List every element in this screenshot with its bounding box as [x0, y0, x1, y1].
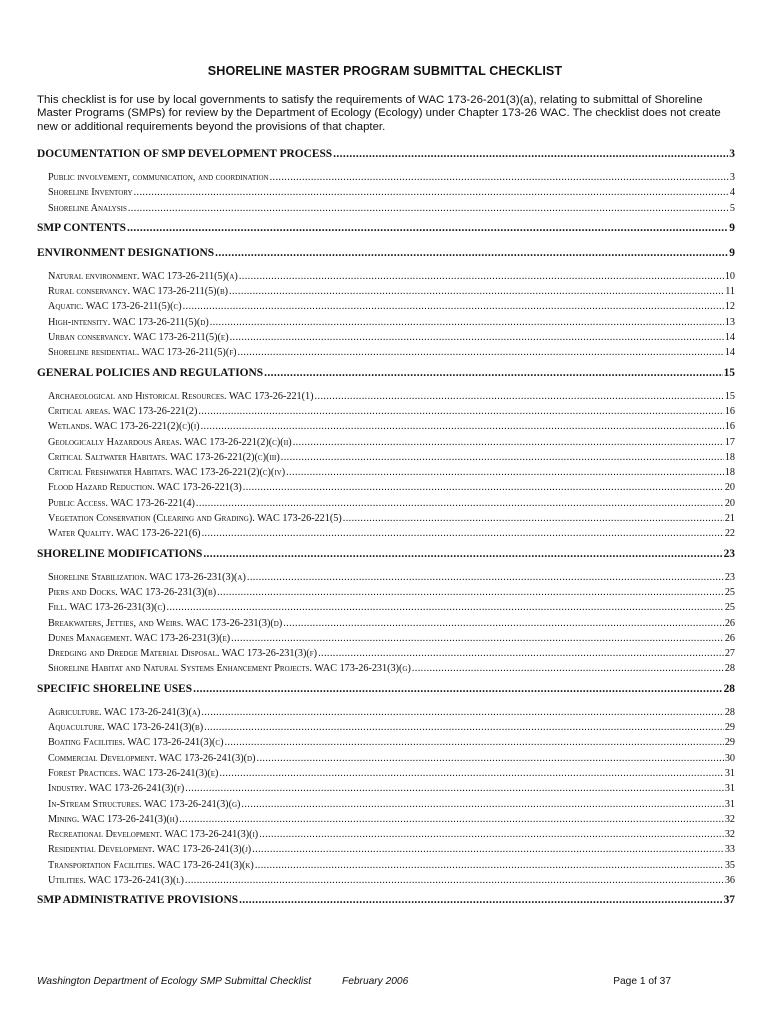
toc-entry[interactable] — [37, 421, 735, 436]
toc-entry[interactable] — [37, 482, 735, 497]
toc-page-number: 16 — [724, 405, 735, 417]
toc-page-number: 32 — [724, 829, 735, 841]
toc-dot-leader — [412, 663, 724, 674]
toc-page-number: 32 — [724, 813, 735, 825]
toc-entry[interactable] — [37, 498, 735, 513]
toc-page-number: 29 — [724, 737, 735, 749]
toc-page-number: 5 — [729, 202, 735, 214]
toc-section-heading[interactable] — [37, 222, 735, 239]
toc-page-number: 31 — [724, 783, 735, 795]
toc-dot-leader — [134, 187, 729, 198]
toc-section-heading[interactable] — [37, 247, 735, 264]
toc-dot-leader — [202, 528, 724, 539]
toc-page-number: 9 — [729, 221, 735, 234]
toc-dot-leader — [333, 148, 728, 160]
toc-page-number: 18 — [724, 451, 735, 463]
toc-entry-label: ENVIRONMENT DESIGNATIONS — [37, 246, 215, 259]
toc-page-number: 4 — [729, 187, 735, 199]
toc-entry[interactable] — [37, 860, 735, 875]
toc-dot-leader — [243, 482, 724, 493]
toc-dot-leader — [167, 602, 724, 613]
toc-dot-leader — [283, 618, 724, 629]
toc-entry[interactable] — [37, 317, 735, 332]
toc-dot-leader — [238, 347, 724, 358]
toc-dot-leader — [179, 814, 724, 825]
toc-entry[interactable] — [37, 572, 735, 587]
toc-entry-label: Vegetation Conservation (Clearing and Grading). WAC 173-26-221(5) — [48, 513, 342, 525]
toc-page-number: 15 — [723, 366, 735, 379]
page-footer — [37, 976, 737, 990]
toc-page-number: 36 — [724, 874, 735, 886]
toc-entry[interactable] — [37, 707, 735, 722]
toc-entry-label: Shoreline Habitat and Natural Systems Enhancement Projects. WAC 173-26-231(3)(g) — [48, 663, 411, 675]
toc-entry-label: Aquaculture. WAC 173-26-241(3)(b) — [48, 722, 204, 734]
toc-entry[interactable] — [37, 391, 735, 406]
toc-entry-label: Aquatic. WAC 173-26-211(5)(c) — [48, 301, 182, 313]
toc-page-number: 10 — [724, 270, 735, 282]
toc-page-number: 11 — [725, 286, 735, 298]
toc-page-number: 26 — [724, 617, 735, 629]
toc-page-number: 18 — [724, 467, 735, 479]
toc-entry[interactable] — [37, 602, 735, 617]
toc-entry-label: SMP CONTENTS — [37, 221, 126, 234]
toc-entry-label: Shoreline Analysis — [48, 202, 127, 214]
toc-dot-leader — [127, 222, 728, 234]
toc-entry-label: Archaeological and Historical Resources. WAC 173-26-221(1) — [48, 390, 314, 402]
toc-dot-leader — [219, 768, 723, 779]
toc-entry-label: SPECIFIC SHORELINE USES — [37, 682, 193, 695]
toc-page-number: 30 — [724, 752, 735, 764]
table-of-contents — [37, 148, 735, 911]
toc-dot-leader — [201, 421, 724, 432]
toc-entry-label: Dredging and Dredge Material Disposal. WAC 173-26-231(3)(f) — [48, 648, 318, 660]
toc-entry-label: Utilities. WAC 173-26-241(3)(l) — [48, 874, 184, 886]
toc-page-number: 33 — [724, 844, 735, 856]
toc-entry[interactable] — [37, 172, 735, 187]
toc-dot-leader — [198, 406, 723, 417]
toc-dot-leader — [315, 391, 724, 402]
toc-page-number: 16 — [724, 421, 735, 433]
toc-dot-leader — [183, 301, 724, 312]
footer-date: February 2006 — [342, 976, 409, 987]
toc-entry-label: Breakwaters, Jetties, and Weirs. WAC 173-26-231(3)(d) — [48, 617, 283, 629]
toc-entry-label: SHORELINE MODIFICATIONS — [37, 547, 203, 560]
toc-entry[interactable] — [37, 406, 735, 421]
toc-entry[interactable] — [37, 467, 735, 482]
toc-entry-label: Boating Facilities. WAC 173-26-241(3)(c) — [48, 737, 224, 749]
toc-entry-label: GENERAL POLICIES AND REGULATIONS — [37, 366, 264, 379]
toc-page-number: 14 — [724, 332, 735, 344]
toc-entry[interactable] — [37, 875, 735, 890]
toc-entry[interactable] — [37, 271, 735, 286]
toc-entry-label: Industry. WAC 173-26-241(3)(f) — [48, 783, 185, 795]
toc-entry[interactable] — [37, 587, 735, 602]
toc-dot-leader — [185, 783, 724, 794]
toc-page-number: 26 — [724, 632, 735, 644]
toc-entry-label: Critical Saltwater Habitats. WAC 173-26-221(2)(c)(iii) — [48, 451, 280, 463]
toc-dot-leader — [318, 648, 724, 659]
footer-document-name: Washington Department of Ecology SMP Submittal Checklist — [37, 976, 312, 987]
toc-entry-label: Fill. WAC 173-26-231(3)(c) — [48, 602, 166, 614]
toc-page-number: 14 — [724, 347, 735, 359]
toc-entry-label: Geologically Hazardous Areas. WAC 173-26-221(2)(c)(ii) — [48, 436, 292, 448]
toc-entry[interactable] — [37, 347, 735, 362]
toc-entry[interactable] — [37, 332, 735, 347]
toc-entry-label: Shoreline Inventory — [48, 187, 133, 199]
toc-dot-leader — [259, 829, 724, 840]
toc-entry[interactable] — [37, 187, 735, 202]
toc-page-number: 20 — [724, 497, 735, 509]
toc-dot-leader — [201, 707, 723, 718]
toc-page-number: 20 — [724, 482, 735, 494]
toc-entry-label: Shoreline Stabilization. WAC 173-26-231(3)(a) — [48, 571, 246, 583]
toc-entry[interactable] — [37, 829, 735, 844]
toc-entry-label: Water Quality. WAC 173-26-221(6) — [48, 528, 201, 540]
toc-entry-label: Flood Hazard Reduction. WAC 173-26-221(3) — [48, 482, 242, 494]
toc-entry[interactable] — [37, 799, 735, 814]
toc-dot-leader — [286, 467, 724, 478]
toc-page-number: 31 — [724, 767, 735, 779]
toc-dot-leader — [215, 247, 728, 259]
toc-page-number: 23 — [723, 547, 735, 560]
toc-entry-label: High-intensity. WAC 173-26-211(5)(d) — [48, 316, 209, 328]
toc-page-number: 17 — [724, 436, 735, 448]
toc-dot-leader — [343, 513, 724, 524]
toc-page-number: 12 — [724, 301, 735, 313]
toc-dot-leader — [257, 753, 724, 764]
toc-page-number: 22 — [724, 528, 735, 540]
toc-entry-label: Forest Practices. WAC 173-26-241(3)(e) — [48, 767, 219, 779]
toc-entry[interactable] — [37, 814, 735, 829]
toc-page-number: 28 — [723, 682, 735, 695]
toc-page-number: 35 — [724, 859, 735, 871]
toc-entry-label: Shoreline residential. WAC 173-26-211(5)(f) — [48, 347, 237, 359]
toc-entry-label: Dunes Management. WAC 173-26-231(3)(e) — [48, 632, 231, 644]
toc-entry-label: Piers and Docks. WAC 173-26-231(3)(b) — [48, 586, 217, 598]
toc-entry[interactable] — [37, 203, 735, 218]
toc-entry[interactable] — [37, 301, 735, 316]
toc-entry[interactable] — [37, 648, 735, 663]
toc-section-heading[interactable] — [37, 367, 735, 384]
toc-page-number: 25 — [724, 602, 735, 614]
toc-page-number: 37 — [723, 894, 735, 907]
toc-entry-label: Critical Freshwater Habitats. WAC 173-26-221(2)(c)(iv) — [48, 467, 286, 479]
toc-dot-leader — [239, 271, 724, 282]
toc-dot-leader — [203, 548, 722, 560]
toc-entry[interactable] — [37, 452, 735, 467]
toc-entry[interactable] — [37, 783, 735, 798]
toc-entry[interactable] — [37, 618, 735, 633]
toc-dot-leader — [270, 172, 729, 183]
toc-section-heading[interactable] — [37, 148, 735, 165]
toc-entry-label: Rural conservancy. WAC 173-26-211(5)(b) — [48, 286, 229, 298]
document-title: SHORELINE MASTER PROGRAM SUBMITTAL CHECKLIST — [207, 64, 563, 78]
toc-dot-leader — [230, 332, 724, 343]
toc-page-number: 29 — [724, 722, 735, 734]
toc-page-number: 23 — [724, 571, 735, 583]
toc-entry-label: Recreational Development. WAC 173-26-241(3)(i) — [48, 829, 259, 841]
toc-dot-leader — [281, 452, 724, 463]
toc-dot-leader — [196, 498, 724, 509]
toc-page-number: 28 — [724, 706, 735, 718]
toc-dot-leader — [241, 799, 723, 810]
toc-dot-leader — [239, 894, 723, 906]
intro-paragraph: This checklist is for use by local governments to satisfy the requirements of WAC 173-26-201(3)(a), relating to submittal of Shoreline Master Programs (SMPs) for review by the Department of Ecology (Ecology) under Chapter 173-26 WAC. The checklist does not create new or additional requirements beyond the provisions of that chapter. — [37, 94, 721, 133]
toc-entry-label: Urban conservancy. WAC 173-26-211(5)(e) — [48, 332, 229, 344]
toc-entry-label: Residential Development. WAC 173-26-241(3)(j) — [48, 844, 252, 856]
toc-entry-label: Mining. WAC 173-26-241(3)(h) — [48, 813, 179, 825]
toc-entry[interactable] — [37, 737, 735, 752]
toc-entry-label: Public Access. WAC 173-26-221(4) — [48, 497, 195, 509]
toc-dot-leader — [204, 722, 724, 733]
toc-page-number: 15 — [724, 390, 735, 402]
toc-page-number: 13 — [724, 316, 735, 328]
toc-section-heading[interactable] — [37, 548, 735, 565]
toc-dot-leader — [231, 633, 724, 644]
toc-page-number: 28 — [724, 663, 735, 675]
toc-entry-label: SMP ADMINISTRATIVE PROVISIONS — [37, 894, 239, 907]
toc-entry[interactable] — [37, 633, 735, 648]
toc-dot-leader — [128, 203, 729, 214]
toc-dot-leader — [247, 572, 724, 583]
toc-page-number: 27 — [724, 648, 735, 660]
toc-section-heading[interactable] — [37, 894, 735, 911]
toc-entry[interactable] — [37, 437, 735, 452]
toc-page-number: 9 — [729, 246, 735, 259]
toc-page-number: 3 — [729, 172, 735, 183]
toc-entry[interactable] — [37, 753, 735, 768]
toc-entry-label: Transportation Facilities. WAC 173-26-241(3)(k) — [48, 859, 254, 871]
toc-dot-leader — [255, 860, 724, 871]
toc-entry[interactable] — [37, 844, 735, 859]
toc-section-heading[interactable] — [37, 683, 735, 700]
toc-page-number: 3 — [729, 148, 735, 160]
toc-entry[interactable] — [37, 768, 735, 783]
footer-page-number: Page 1 of 37 — [613, 976, 671, 987]
toc-dot-leader — [193, 683, 723, 695]
toc-entry-label: Wetlands. WAC 173-26-221(2)(c)(i) — [48, 421, 200, 433]
toc-dot-leader — [293, 437, 724, 448]
toc-dot-leader — [224, 737, 723, 748]
toc-dot-leader — [185, 875, 724, 886]
toc-entry-label: Agriculture. WAC 173-26-241(3)(a) — [48, 706, 201, 718]
toc-page-number: 21 — [724, 513, 735, 525]
toc-page-number: 25 — [724, 586, 735, 598]
toc-dot-leader — [229, 286, 724, 297]
toc-entry-label: Critical areas. WAC 173-26-221(2) — [48, 405, 198, 417]
toc-dot-leader — [217, 587, 724, 598]
toc-page-number: 31 — [724, 798, 735, 810]
toc-entry[interactable] — [37, 528, 735, 543]
toc-entry-label: DOCUMENTATION OF SMP DEVELOPMENT PROCESS — [37, 148, 333, 160]
toc-entry-label: In-Stream Structures. WAC 173-26-241(3)(g) — [48, 798, 241, 810]
toc-entry[interactable] — [37, 722, 735, 737]
toc-entry-label: Natural environment. WAC 173-26-211(5)(a) — [48, 270, 238, 282]
toc-dot-leader — [252, 844, 724, 855]
toc-dot-leader — [264, 367, 723, 379]
toc-entry-label: Commercial Development. WAC 173-26-241(3)(d) — [48, 752, 256, 764]
toc-entry[interactable] — [37, 663, 735, 678]
toc-entry[interactable] — [37, 286, 735, 301]
toc-dot-leader — [210, 317, 724, 328]
toc-entry-label: Public involvement, communication, and coordination — [48, 172, 269, 183]
toc-entry[interactable] — [37, 513, 735, 528]
